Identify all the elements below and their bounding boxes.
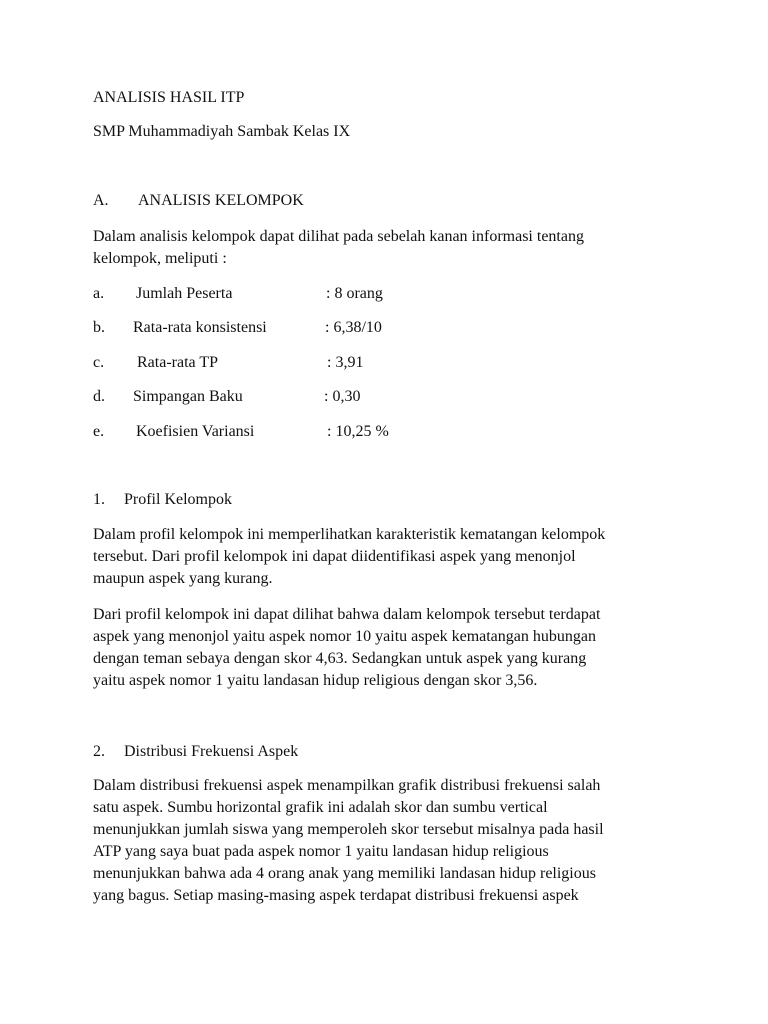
paragraph-line: Dalam profil kelompok ini memperlihatkan karakteristik kematangan kelompok: [93, 526, 606, 543]
item-value: : 0,30: [324, 388, 361, 405]
paragraph-line: Dalam distribusi frekuensi aspek menampilkan grafik distribusi frekuensi salah: [93, 777, 601, 794]
paragraph-line: yaitu aspek nomor 1 yaitu landasan hidup religious dengan skor 3,56.: [93, 672, 538, 689]
item-letter: d.: [93, 388, 105, 405]
paragraph-line: aspek yang menonjol yaitu aspek nomor 10 yaitu aspek kematangan hubungan: [93, 628, 596, 645]
item-label: Jumlah Peserta: [136, 285, 233, 302]
document-title: ANALISIS HASIL ITP: [93, 89, 245, 106]
paragraph-line: menunjukkan jumlah siswa yang memperoleh skor tersebut misalnya pada hasil: [93, 821, 604, 838]
section-2-heading: [93, 741, 299, 763]
item-value: : 8 orang: [326, 285, 383, 302]
paragraph-line: dengan teman sebaya dengan skor 4,63. Sedangkan untuk aspek yang kurang: [93, 650, 587, 667]
paragraph-line: ATP yang saya buat pada aspek nomor 1 yaitu landasan hidup religious: [93, 843, 549, 860]
list-item: [0, 283, 768, 305]
section-1-paragraph-1: [93, 524, 693, 590]
section-1-title: Profil Kelompok: [124, 491, 232, 508]
section-a-heading: [93, 190, 304, 212]
item-value: : 6,38/10: [325, 319, 382, 336]
section-a-intro: [93, 226, 693, 270]
section-a-title: ANALISIS KELOMPOK: [138, 192, 304, 209]
item-letter: b.: [93, 319, 105, 336]
paragraph-line: kelompok, meliputi :: [93, 250, 227, 267]
section-2-title: Distribusi Frekuensi Aspek: [124, 743, 299, 760]
paragraph-line: tersebut. Dari profil kelompok ini dapat diidentifikasi aspek yang menonjol: [93, 548, 576, 565]
item-letter: e.: [93, 423, 105, 440]
section-2-number: 2.: [93, 743, 105, 760]
paragraph-line: menunjukkan bahwa ada 4 orang anak yang memiliki landasan hidup religious: [93, 865, 596, 882]
section-2-paragraph-1: [93, 775, 693, 907]
section-1-number: 1.: [93, 491, 105, 508]
paragraph-line: maupun aspek yang kurang.: [93, 570, 273, 587]
item-value: : 10,25 %: [327, 423, 389, 440]
paragraph-line: Dalam analisis kelompok dapat dilihat pada sebelah kanan informasi tentang: [93, 228, 584, 245]
item-label: Koefisien Variansi: [136, 423, 255, 440]
paragraph-line: Dari profil kelompok ini dapat dilihat bahwa dalam kelompok tersebut terdapat: [93, 606, 601, 623]
paragraph-line: satu aspek. Sumbu horizontal grafik ini adalah skor dan sumbu vertical: [93, 799, 548, 816]
section-1-paragraph-2: [93, 604, 693, 692]
item-label: Rata-rata konsistensi: [133, 319, 267, 336]
item-letter: c.: [93, 354, 105, 371]
document-subtitle: SMP Muhammadiyah Sambak Kelas IX: [93, 123, 351, 140]
section-1-heading: [93, 489, 232, 511]
item-value: : 3,91: [327, 354, 364, 371]
list-item: [0, 317, 768, 339]
item-label: Rata-rata TP: [137, 354, 219, 371]
list-item: [0, 352, 768, 374]
list-item: [0, 386, 768, 408]
item-letter: a.: [93, 285, 105, 302]
list-item: [0, 421, 768, 443]
paragraph-line: yang bagus. Setiap masing-masing aspek terdapat distribusi frekuensi aspek: [93, 887, 579, 904]
section-a-letter: A.: [93, 192, 109, 209]
item-label: Simpangan Baku: [133, 388, 243, 405]
